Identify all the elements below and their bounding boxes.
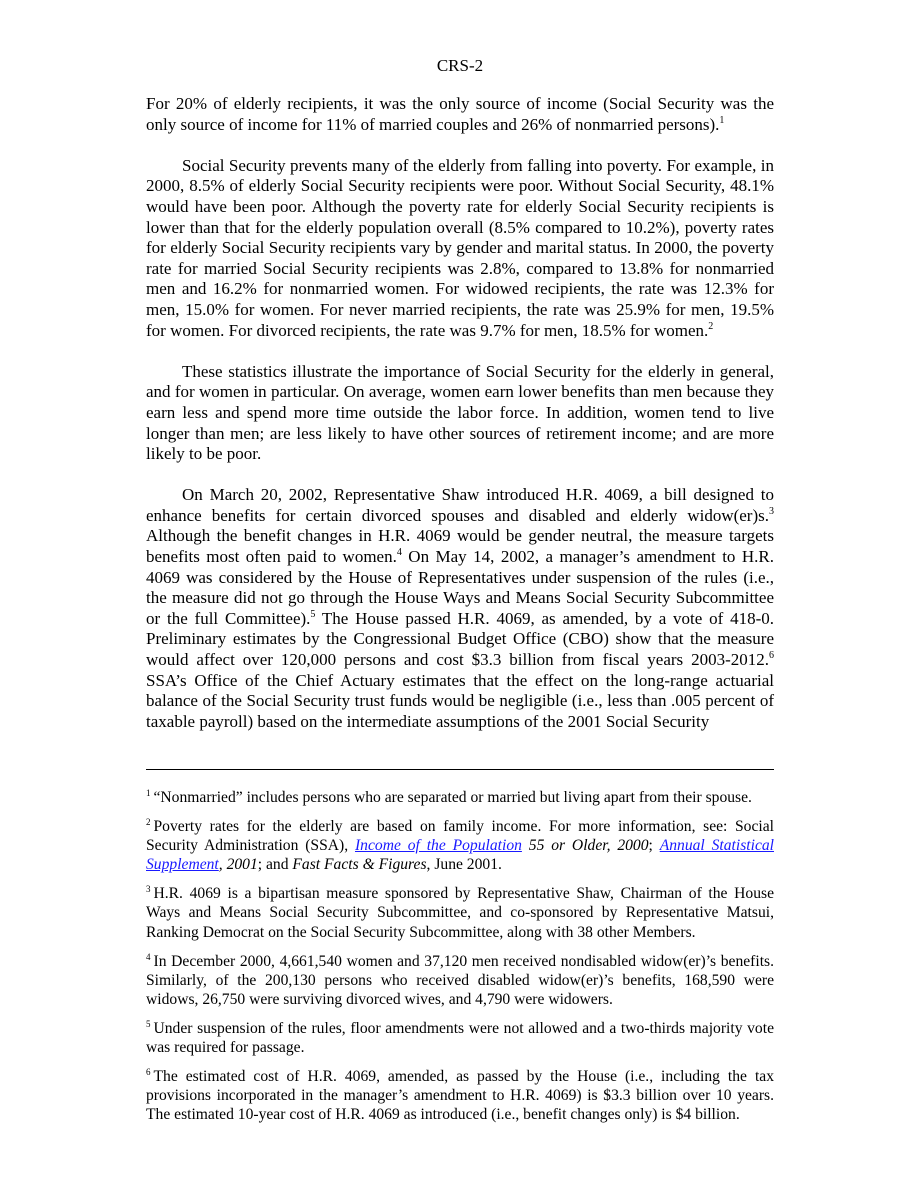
footnote-text: ; and (257, 856, 293, 874)
paragraph-1-text: For 20% of elderly recipients, it was the only source of income (Social Security was the only source of income for 11% of married couples and 26% of nonmarried persons). (146, 94, 774, 134)
footnote-number: 2 (146, 817, 151, 828)
footnote-text: The estimated cost of H.R. 4069, amended, as passed by the House (i.e., including the tax provisions incorporated in the manager’s amendment to H.R. 4069) is $3.3 billion over 10 years. The estimated 10-year cost of H.R. 4069 as introduced (i.e., benefit changes only) is $4 billion. (146, 1068, 774, 1124)
footnote-text-italic: Fast Facts & Figures (292, 856, 427, 874)
footnote-ref-1[interactable]: 1 (719, 114, 725, 126)
footnote-text: H.R. 4069 is a bipartisan measure sponsored by Representative Shaw, Chairman of the House Ways and Means Social Security Subcommittee, and co-sponsored by Representative Matsui, Ranking Democrat on the Social Security Subcommittee, along with 38 other Members. (146, 885, 774, 941)
footnote-text-italic: 55 or Older, 2000 (521, 837, 649, 855)
footnote-3 (146, 884, 774, 941)
footnote-text: Poverty rates for the elderly are based on family income. For more information, see: Social Security Administration (SSA), (146, 818, 774, 855)
paragraph-4-text-c: On May 14, 2002, a manager’s amendment to H.R. 4069 was considered by the House of Representatives under suspension of the rules (i.e., the measure did not go through the House Ways and Means Social Security Subcommittee or the full Committee). (146, 547, 774, 628)
paragraph-4-text-d: The House passed H.R. 4069, as amended, by a vote of 418-0. Preliminary estimates by the Congressional Budget Office (CBO) show that the measure would affect over 120,000 persons and cost $3.3 billion from fiscal years 2003-2012. (146, 608, 775, 670)
footnote-number: 6 (146, 1067, 151, 1078)
footnote-text: Under suspension of the rules, floor amendments were not allowed and a two-thirds majority vote was required for passage. (146, 1019, 774, 1057)
footnote-text: In December 2000, 4,661,540 women and 37,120 men received nondisabled widow(er)’s benefits. Similarly, of the 200,130 persons who received disabled widow(er)’s benefits, 168,590 were widows, 26,750 were surviving divorced wives, and 4,790 were widowers. (146, 952, 774, 1008)
footnote-number: 1 (146, 788, 151, 798)
page-header: CRS-2 (436, 56, 484, 75)
footnote-6 (146, 1067, 774, 1124)
footnote-number: 4 (146, 951, 151, 962)
footnote-divider (146, 769, 774, 770)
paragraph-4-text-a: On March 20, 2002, Representative Shaw introduced H.R. 4069, a bill designed to enhance benefits for certain divorced spouses and disabled and elderly widow(er)s. (146, 485, 774, 525)
paragraph-4 (146, 485, 774, 732)
paragraph-3 (146, 362, 774, 465)
footnote-ref-3[interactable]: 3 (769, 505, 774, 517)
footnote-ref-4[interactable]: 4 (396, 547, 402, 559)
footnotes (146, 788, 774, 1134)
annual-statistical-supplement-link[interactable]: Annual Statistical Supplement (146, 837, 774, 874)
footnote-4 (146, 952, 774, 1009)
footnote-number: 5 (146, 1018, 151, 1029)
paragraph-3-text: These statistics illustrate the importance of Social Security for the elderly in general, and for women in particular. On average, women earn lower benefits than men because they earn less and spend more time outside the labor force. In addition, women tend to live longer than men; are less likely to have other sources of retirement income; and are more likely to be poor. (146, 361, 774, 464)
body-text (146, 94, 774, 732)
paragraph-4-text-b: Although the benefit changes in H.R. 4069 would be gender neutral, the measure targets benefits most often paid to women. (146, 526, 774, 567)
paragraph-2-text: Social Security prevents many of the elderly from falling into poverty. For example, in 2000, 8.5% of elderly Social Security recipients were poor. Without Social Security, 48.1% would have been poor. Although the poverty rate for elderly Social Security recipients is lower than that for the elderly population overall (8.5% compared to 10.2%), poverty rates for elderly Social Security recipients vary by gender and marital status. In 2000, the poverty rate for married Social Security recipients was 2.8%, compared to 13.8% for nonmarried men and 16.2% for nonmarried women. For widowed recipients, the rate was 12.3% for men, 15.0% for women. For never married recipients, the rate was 25.9% for men, 19.5% for women. For divorced recipients, the rate was 9.7% for men, 18.5% for women. (146, 155, 774, 340)
paragraph-2 (146, 156, 774, 341)
footnote-text: , June 2001. (426, 856, 502, 874)
footnote-5 (146, 1019, 774, 1057)
paragraph-1 (146, 94, 774, 135)
footnote-ref-6[interactable]: 6 (769, 650, 774, 662)
income-of-population-link[interactable]: Income of the Population (354, 837, 522, 855)
footnote-1 (146, 788, 774, 807)
footnote-text: “Nonmarried” includes persons who are separated or married but living apart from their spouse. (153, 789, 752, 806)
footnote-number: 3 (146, 884, 151, 895)
footnote-ref-5[interactable]: 5 (310, 608, 316, 620)
footnote-2 (146, 817, 774, 874)
footnote-text: ; (648, 837, 660, 855)
footnote-ref-2[interactable]: 2 (708, 320, 714, 332)
footnote-text-italic: , 2001 (218, 856, 258, 874)
paragraph-4-text-e: SSA’s Office of the Chief Actuary estimates that the effect on the long-range actuarial balance of the Social Security trust funds would be negligible (i.e., less than .005 percent of taxable payroll) based on the intermediate assumptions of the 2001 Social Security (146, 670, 774, 731)
